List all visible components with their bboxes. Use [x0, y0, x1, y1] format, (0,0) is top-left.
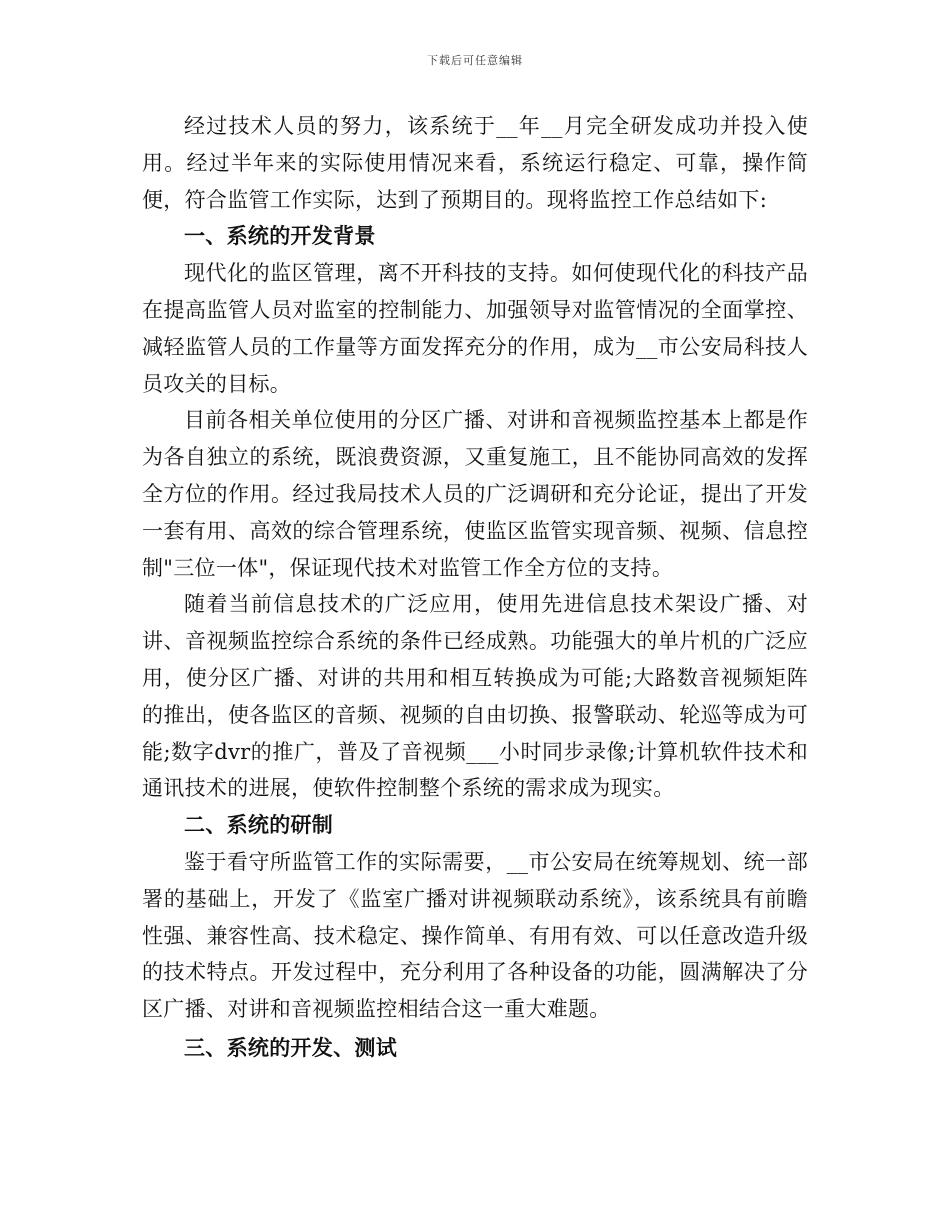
development-paragraph: 鉴于看守所监管工作的实际需要，__市公安局在统筹规划、统一部署的基础上，开发了《监室广播对讲视频联动系统》，该系统具有前瞻性强、兼容性高、技术稳定、操作简单、有用有效、可以任意改造升级的技术特点。开发过程中，充分利用了各种设备的功能，圆满解决了分区广播、对讲和音视频监控相结合这一重大难题。: [142, 849, 808, 1022]
background-paragraph-1: 现代化的监区管理，离不开科技的支持。如何使现代化的科技产品在提高监管人员对监室的控制能力、加强领导对监管情况的全面掌控、减轻监管人员的工作量等方面发挥充分的作用，成为__市公安局科技人员攻关的目标。: [142, 261, 808, 396]
document-body: [142, 108, 808, 1067]
section-heading-testing: 三、系统的开发、测试: [184, 1034, 397, 1060]
section-heading-development: 二、系统的研制: [184, 812, 334, 838]
section-heading-background: 一、系统的开发背景: [184, 223, 376, 249]
intro-paragraph: 经过技术人员的努力，该系统于__年__月完全研发成功并投入使用。经过半年来的实际使用情况来看，系统运行稳定、可靠，操作简便，符合监管工作实际，达到了预期目的。现将监控工作总结如下:: [142, 114, 808, 212]
background-paragraph-3: 随着当前信息技术的广泛应用，使用先进信息技术架设广播、对讲、音视频监控综合系统的条件已经成熟。功能强大的单片机的广泛应用，使分区广播、对讲的共用和相互转换成为可能;大路数音视频矩阵的推出，使各监区的音频、视频的自由切换、报警联动、轮巡等成为可能;数字dvr的推广，普及了音视频___小时同步录像;计算机软件技术和通讯技术的进展，使软件控制整个系统的需求成为现实。: [142, 592, 808, 801]
background-paragraph-2: 目前各相关单位使用的分区广播、对讲和音视频监控基本上都是作为各自独立的系统，既浪费资源，又重复施工，且不能协同高效的发挥全方位的作用。经过我局技术人员的广泛调研和充分论证，提出了开发一套有用、高效的综合管理系统，使监区监管实现音频、视频、信息控制"三位一体"，保证现代技术对监管工作全方位的支持。: [142, 408, 808, 580]
page-header: 下载后可任意编辑: [427, 54, 523, 67]
